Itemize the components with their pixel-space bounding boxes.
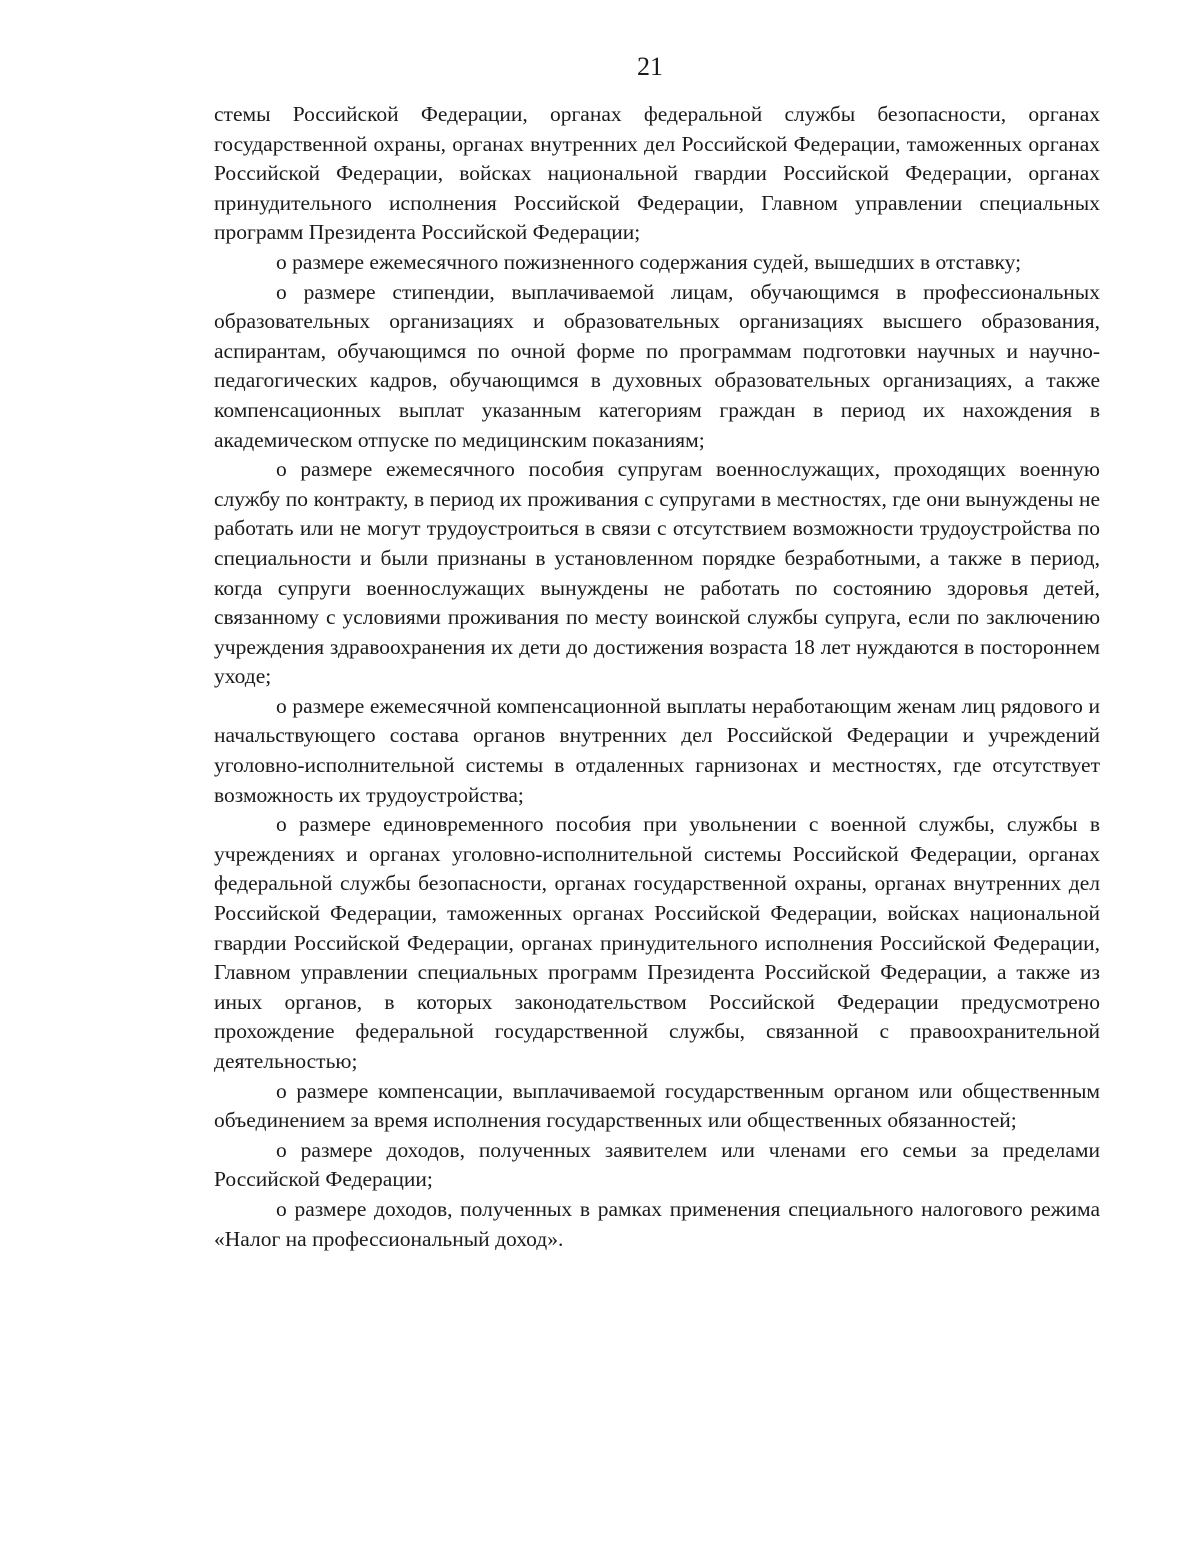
paragraph-public-duty-compensation: о размере компенсации, выплачиваемой государственным органом или общественным объединением за время исполнения государственных или общественных обязанностей; — [214, 1078, 1100, 1133]
paragraph-foreign-income: о размере доходов, полученных заявителем или членами его семьи за пределами Российской Федерации; — [214, 1137, 1100, 1192]
paragraph-stipend: о размере стипендии, выплачиваемой лицам, обучающимся в профессиональных образовательных организациях и образовательных организациях высшего образования, аспирантам, обучающимся по очной форме по программам подготовки научных и научно-педагогических кадров, обучающимся в духовных образовательных организациях, а также компенсационных выплат указанным категориям граждан в период их нахождения в академическом отпуске по медицинским показаниям; — [214, 279, 1100, 452]
paragraph-continuation: стемы Российской Федерации, органах федеральной службы безопасности, органах государственной охраны, органах внутренних дел Российской Федерации, таможенных органах Российской Федерации, войсках национальной гвардии Российской Федерации, органах принудительного исполнения Российской Федерации, Главном управлении специальных программ Президента Российской Федерации; — [214, 102, 1100, 245]
paragraph-severance-benefit: о размере единовременного пособия при увольнении с военной службы, службы в учреждениях и органах уголовно-исполнительной системы Российской Федерации, органах федеральной службы безопасности, органах государственной охраны, органах внутренних дел Российской Федерации, таможенных органах Российской Федерации, войсках национальной гвардии Российской Федерации, органах принудительного исполнения Российской Федерации, Главном управлении специальных программ Президента Российской Федерации, а также из иных органов, в которых законодательством Российской Федерации предусмотрено прохождение федеральной государственной службы, связанной с правоохранительной деятельностью; — [214, 812, 1100, 1073]
page-number: 21 — [637, 52, 663, 81]
paragraph-spouse-benefit: о размере ежемесячного пособия супругам военнослужащих, проходящих военную службу по контракту, в период их проживания с супругами в местностях, где они вынуждены не работать или не могут трудоустроиться в связи с отсутствием возможности трудоустройства по специальности и были признаны в установленном порядке безработными, а также в период, когда супруги военнослужащих вынуждены не работать по состоянию здоровья детей, связанному с условиями проживания по месту воинской службы супруга, если по заключению учреждения здравоохранения их дети до достижения возраста 18 лет нуждаются в постороннем уходе; — [214, 457, 1100, 689]
paragraph-compensation-wives: о размере ежемесячной компенсационной выплаты неработающим женам лиц рядового и начальствующего состава органов внутренних дел Российской Федерации и учреждений уголовно-исполнительной системы в отдаленных гарнизонах и местностях, где отсутствует возможность их трудоустройства; — [214, 693, 1100, 807]
paragraph-judges-allowance: о размере ежемесячного пожизненного содержания судей, вышедших в отставку; — [276, 249, 1022, 274]
paragraph-professional-income-tax: о размере доходов, полученных в рамках применения специального налогового режима «Налог на профессиональный доход». — [214, 1196, 1100, 1251]
document-body — [214, 100, 1100, 1254]
